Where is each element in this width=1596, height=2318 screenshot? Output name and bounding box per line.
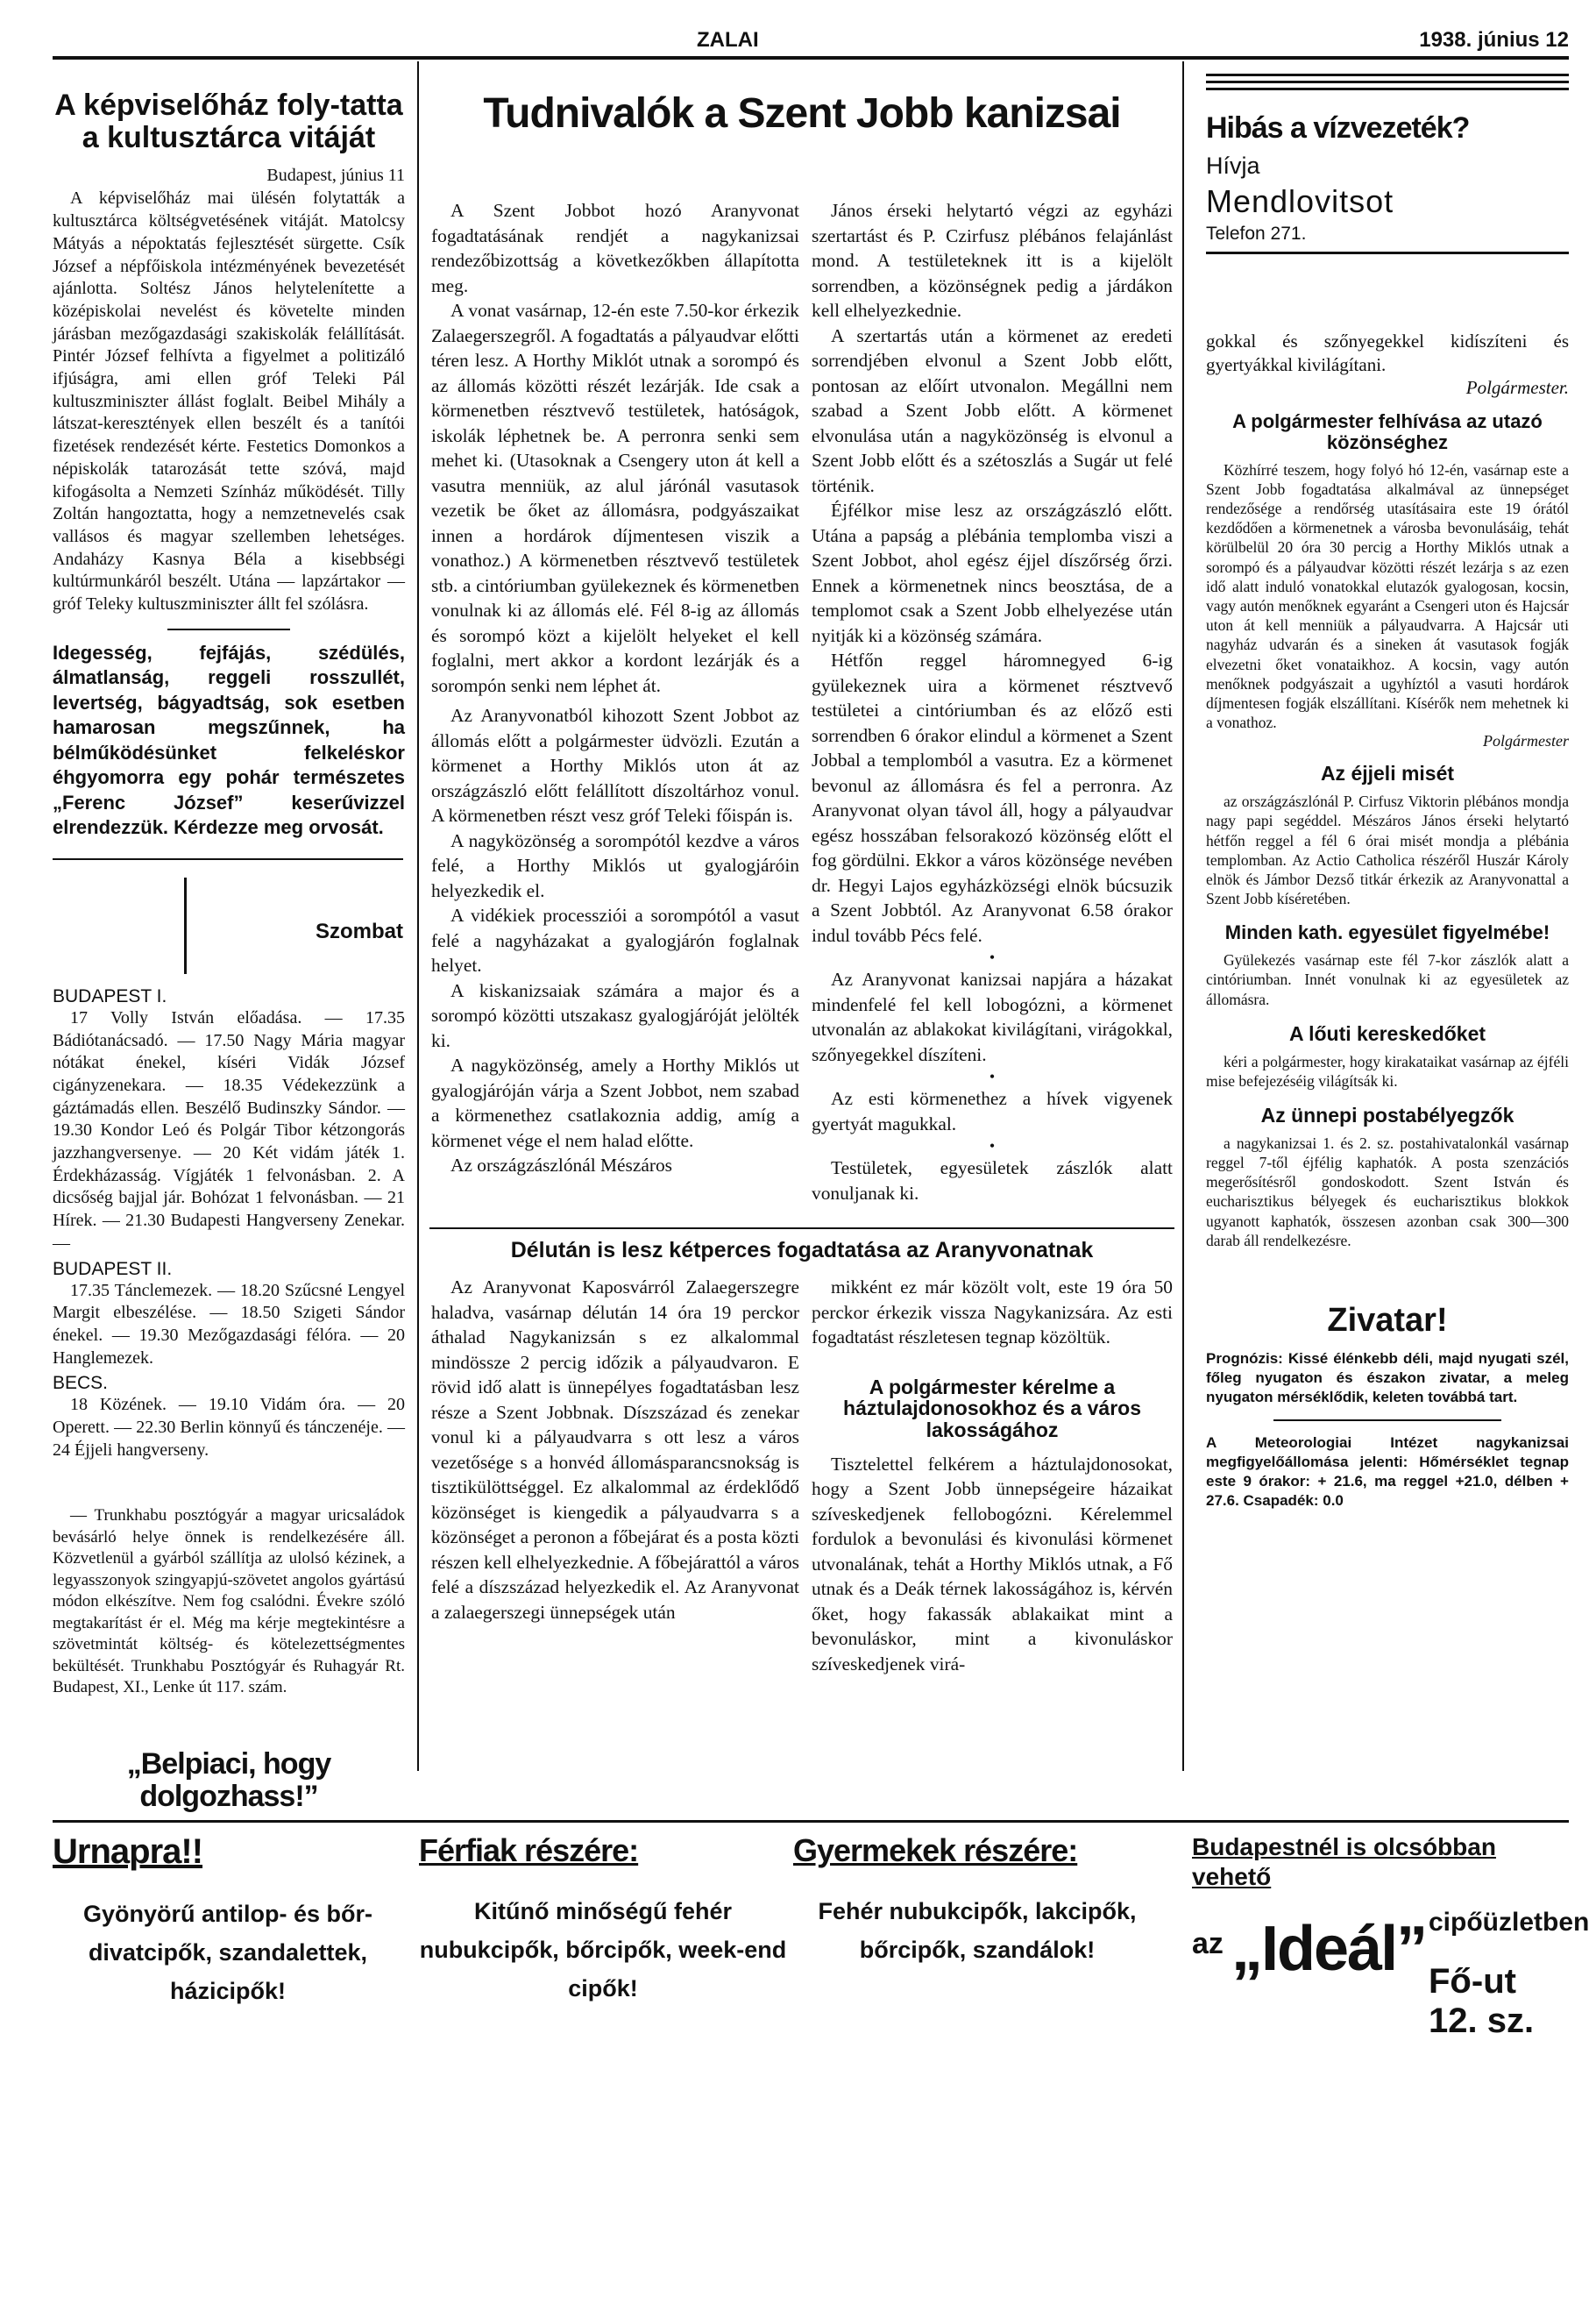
sub-a-paragraph: Az Aranyvonat Kaposvárról Zalaegerszegre haladva, vasárnap délután 14 óra 19 perckor áthalad Nagykanizsán s ez alkalommal mindössze 2 percig időzik a pályaudvaron. E rövid idő alatt is ünnepélyes fogadtatásban lesz része a Szent Jobbnak. Díszszázad és zenekar vonul ki a pályaudvarra s ott lesz a város vezetősége s a honvéd állomásparancsnokság is tisztikülöttséggel. Ez alkalommal az érdeklődő közönséget is kiengedik a pályaudvarra s a közönséget a peronon a főbejárat és a posta közti részen kell elhelyezkednie. A főbejárattól a város felé a díszszázad helyezkedik el. Az Aranyvonat a zalaegerszegi ünnepségek után	[431, 1276, 799, 1623]
radio-b2-title: BUDAPEST II.	[53, 1258, 173, 1279]
main-a-p2: A vonat vasárnap, 12-én este 7.50-kor érkezik Zalaegerszegről. A fogadtatás a pályaudvar előtti téren lesz. A Horthy Miklót utnak a sorompó és az állomás közötti részét lezárják. Ide csak a körmenetben résztvevő testületek, hatóságok, iskolák léphetnek be. A perronra senki sem mehet ki. (Utasoknak a Csengery uton át kell a vasutra menniük, az alul járónál vasutasok vezetik be őket az állomásra, podgyászaikat innen a hordárok díjmentesen viszik a vonathoz.) A körmenetben résztvevő testületek stb. a cintóriumban gyülekeznek és körmenetben vonulnak ki az állomás elé. Fél 8-ig az állomás és sorompó közt a kijelölt helyeket el kell foglalni, mert akkor a kordont lezárják és a sorompón senki nem léphet át.	[431, 300, 799, 696]
divider	[53, 858, 403, 860]
shop-title: A lőuti kereskedőket	[1288, 1021, 1486, 1045]
main-a-p5: A vidékiek processziói a sorompótól a vasut felé a nagyházakat a gyalogjárón foglalnak helyet.	[431, 905, 799, 976]
travel-title: A polgármester felhívása az utazó közönséghez	[1232, 410, 1543, 453]
water-phone: Telefon 271.	[1206, 224, 1307, 244]
main-b-p5: Az Aranyvonat kanizsai napjára a házakat mindenfelé fel kell lobogózni, a körmenet utvonalán az ablakokat kivilágítani, virágokkal, szőnyegekkel díszíteni.	[812, 969, 1173, 1065]
flag-text	[1206, 330, 1569, 377]
stamp-text	[1206, 1134, 1569, 1250]
trunk-ad	[53, 1505, 405, 1699]
cath-text	[1206, 950, 1569, 1009]
radio-b3-text	[53, 1394, 405, 1461]
column-divider-2	[1182, 61, 1184, 1771]
radio-bar	[184, 878, 187, 974]
health-ad: Idegesség, fejfájás, szédülés, álmatlanság, reggeli rosszullét, levertség, bágyadtság, sok esetben hamarosan megszűnnek, ha bélműködésünket felkeléskor éhgyomorra egy pohár természetes „Ferenc József” keserűvizzel elrendezzük. Kérdezze meg orvosát.	[53, 641, 405, 839]
main-a-p7: A nagyközönség, amely a Horthy Miklós ut gyalogjáróján várja a Szent Jobbot, nem szabad a körmenethez csatlakoznia addig, amíg a körmenet vége el nem halad előtte.	[431, 1055, 799, 1151]
main-b-p1: János érseki helytartó végzi az egyházi szertartást és P. Czirfusz plébános felajánlást mond. A testületeknek itt is a kijelölt sorrendben, a közönségnek pedig a járdákon kell elhelyezkednie.	[812, 200, 1173, 321]
footer-ad-3	[793, 1832, 1161, 1969]
cath-paragraph: Gyülekezés vasárnap este fél 7-kor zászlók alatt a cintóriumban. Innét vonulnak ki az egyesületek az állomásra.	[1206, 951, 1569, 1008]
issue-date: 1938. június 12	[1419, 28, 1569, 52]
main-b-p6: Az esti körmenethez a hívek vigyenek gyertyát magukkal.	[812, 1088, 1173, 1134]
water-name: Mendlovitsot	[1206, 183, 1394, 219]
ad4-box	[1192, 1892, 1590, 2058]
cath-title: Minden kath. egyesület figyelmébe!	[1224, 921, 1550, 944]
main-b-p7: Testületek, egyesületek zászlók alatt vonuljanak ki.	[812, 1157, 1173, 1204]
column-divider-1	[417, 61, 419, 1771]
flag-paragraph: gokkal és szőnyegekkel kidíszíteni és gyertyákkal kivilágítani.	[1206, 331, 1569, 375]
water-rule	[1206, 81, 1569, 83]
main-a-p6: A kiskanizsaiak számára a major és a sorompó közötti utszakasz gyalogjáróját jelölték ki.	[431, 979, 799, 1051]
storm-title: Zivatar!	[1327, 1302, 1448, 1340]
ad4-shop: cipőüzletben	[1429, 1908, 1590, 1937]
bullet: •	[989, 1137, 996, 1155]
footer-ad-2	[419, 1832, 787, 2008]
column-left	[53, 67, 405, 1812]
sub-rule	[429, 1227, 1174, 1229]
mayor-paragraph: Tisztelettel felkérem a háztulajdonosokat, hogy a Szent Jobb ünnepségeire házaikat szíveskedjenek fellobogózni. Kérelemmel fordulok a bevonulási és kivonulási körmenet utvonalának, tehát a Horthy Miklós utnak, a Fő utnak és a Deák térnek lakosságához is, kérvén őket, hogy fakassák ablakaikat mint a bevonuláskor, mint a kivonuláskor szíveskedjenek virá-	[812, 1453, 1173, 1675]
sub-title: Délután is lesz kétperces fogadtatása az Aranyvonatnak	[510, 1238, 1094, 1262]
shop-text	[1206, 1052, 1569, 1091]
travel-text	[1206, 460, 1569, 733]
met-text: A Meteorologiai Intézet nagykanizsai megfigyelőállomása jelenti: Hőmérséklet tegnap este 9 órakor: + 21.6, ma reggel +21.0, délben + 27.6. Csapadék: 0.0	[1206, 1434, 1569, 1510]
ad4-name: „Ideál”	[1231, 1914, 1427, 1984]
ad3-head: Gyermekek részére:	[793, 1832, 1078, 1868]
travel-sign: Polgármester	[1483, 732, 1569, 750]
radio-b1-text	[53, 1007, 405, 1255]
ad3-body: Fehér nubukcipők, lakcipők, bőrcipők, szandálok!	[818, 1898, 1137, 1963]
footer-ad-4	[1192, 1832, 1590, 2058]
main-a-p3: Az Aranyvonatból kihozott Szent Jobbot az állomás előtt a polgármester üdvözli. Ezután a körmenet a Horthy Miklós uton át az országzászló előtt felállított díszoltárhoz vonul. A körmenetben részt vesz gróf Teleki főispán is.	[431, 705, 799, 826]
bullet: •	[989, 1068, 996, 1085]
flag-sign: Polgármester.	[1465, 377, 1569, 398]
sub-b-paragraph: mikként ez már közölt volt, este 19 óra 50 perckor érkezik vissza Nagykanizsára. Az esti fogadtatást részletesen tegnap közöltük.	[812, 1276, 1173, 1347]
water-call: Hívja	[1206, 153, 1260, 179]
stamp-title: Az ünnepi postabélyegzők	[1260, 1103, 1514, 1127]
ad2-head: Férfiak részére:	[419, 1832, 639, 1868]
main-a-p8: Az országzászlónál Mészáros	[450, 1155, 673, 1176]
mass-text	[1206, 792, 1569, 908]
divider	[167, 629, 290, 630]
main-col-a	[431, 198, 799, 1178]
ad2-body: Kitűnő minőségű fehér nubukcipők, bőrcipők, week-end cipők!	[419, 1898, 787, 2002]
radio-b1-title: BUDAPEST I.	[53, 985, 167, 1006]
main-col-b	[812, 198, 1173, 1205]
water-ad	[1206, 74, 1569, 254]
ad4-addr: Fő-ut 12. sz.	[1429, 1962, 1535, 2040]
radio-b2-paragraph: 17.35 Tánclemezek. — 18.20 Szűcsné Lengyel Margit elbeszélése. — 18.50 Szigeti Sándor énekel. — 19.30 Mezőgazdasági félóra. — 20 Hanglemezek.	[53, 1280, 405, 1368]
ad1-head: Urnapra!!	[53, 1832, 203, 1871]
ad4-line1: Budapestnél is olcsóbban vehető	[1192, 1833, 1496, 1890]
art1-title: A képviselőház foly-tatta a kultusztárca vitáját	[54, 89, 403, 154]
ad1-body: Gyönyörű antilop- és bőr-divatcipők, szandalettek, házicipők!	[82, 1901, 372, 2004]
right-column	[1206, 330, 1569, 1511]
header-rule	[53, 56, 1569, 60]
radio-b1-paragraph: 17 Volly István előadása. — 17.35 Bádiótanácsadó. — 17.50 Nagy Mária magyar nótákat énekel, kíséri Vidák József cigányzenekara. — 18.35 Védekezzünk a gáztámadás ellen. Beszélő Budinszky Sándor. — 19.30 Kondor Leó és Polgár Tibor kétzongorás jazzhangversenye. — 20 Két vidám játék 1. Érdekházasság. Vígjáték 1 felvonásban. 2. A dicsőség bajjal jár. Bohózat 1 felvonásban. — 21 Hírek. — 21.30 Budapesti Hangverseny Zenekar. —	[53, 1007, 405, 1253]
paper-name: ZALAI	[697, 28, 759, 52]
sub-col-a	[431, 1275, 799, 1625]
water-title: Hibás a vízvezeték?	[1206, 111, 1470, 145]
trunk-paragraph: — Trunkhabu posztógyár a magyar uricsaládok bevásárló helye önnek is rendelkezésére áll. Közvetlenül a gyárból szállítja az ulolsó kézinek, a legyasszonyok szingyapjú-szövetet angolos gyártású módon elkészítve. Nem fog csalódni. Évekre szóló megtakarítást ér el. Még ma kérje megtekintésre a szövetmintát költség- és kötelezettségmentes bekültését. Trunkhabu Posztógyár és Ruhagyár Rt. Budapest, XI., Lenke út 117. szám.	[53, 1506, 405, 1697]
radio-b2-text	[53, 1280, 405, 1370]
mass-title: Az éjjeli misét	[1320, 762, 1455, 786]
radio-b3-title: BECS.	[53, 1373, 109, 1394]
travel-paragraph: Közhírré teszem, hogy folyó hó 12-én, vasárnap este a Szent Jobb fogadtatása alkalmával az ünnepséget rendezősége a rendőrség utasításaira este 19 órától kezdődően a körmenetnek a városba bevonulásáig, tehát körülbelül 20 óra 30 percig a Horthy Miklós utnak a sorompó és a pályaudvar közötti részét lezárja s az ezen idő alatt induló vonatokkal elutazók gyalogosan, kocsin, vagy autón menőknek egyaránt a Csengeri uton és Hajcsár uton át kell menniük a pályaudvarra. A Hajcsár uti nagyház udvarán és a sineken át vasutasok fogják elvezetni őket vonataikhoz. A kocsin, vagy autón menőknek podgyászait a ugyhíztól a vasuti hordárok díjmentesen fogják elszállítani. Kísérők nem mehetnek ki a vonathoz.	[1206, 460, 1569, 732]
art1-text	[53, 188, 405, 615]
bullet: •	[989, 949, 996, 966]
main-a-p4: A nagyközönség a sorompótól kezdve a város felé, a Horthy Miklós ut gyalogjáróin helyezkedik el.	[431, 829, 799, 901]
main-b-p2: A szertartás után a körmenet az eredeti sorrendjében elvonul a Szent Jobb előtt, pontosan az előírt utvonalon. Megállni nem szabad a Szent Jobb előtt. A körmenet elvonulása után a nagyközönség is elvonul a Szent Jobb előtt és a szétoszlás a Sugár ut felé történik.	[812, 324, 1173, 496]
main-a-p1: A Szent Jobbot hozó Aranyvonat fogadtatásának rendjét a nagykanizsai rendezőbizottság a következőkben állapította meg.	[431, 200, 799, 296]
footer-rule	[53, 1820, 1569, 1823]
slogan: „Belpiaci, hogy dolgozhass!”	[126, 1746, 331, 1813]
storm-rule	[1273, 1419, 1501, 1421]
art1-dateline: Budapest, június 11	[266, 166, 405, 186]
water-rule	[1206, 88, 1569, 90]
ad4-az: az	[1192, 1927, 1224, 1960]
main-b-p4: Hétfőn reggel háromnegyed 6-ig gyülekeznek uira a körmenet résztvevő testületei a cintóriumban és az előző esti sorrendben 6 órakor elindul a körmenet a Szent Jobbal a templomból a vasutra. Ez a körmenet bevonul az állomásra és fel a perronra. Az Aranyvonat olyan távol áll, hogy a pályaudvar egész hosszában felsorakozó közönség előtt el fog gördülni. Ekkor a város közönsége nevében dr. Hegyi Lajos egyházközségi elnök búcsuzik a Szent Jobbtól. Az Aranyvonat 6.58 órakor indul tovább Pécs felé.	[812, 650, 1173, 946]
storm-text: Prognózis: Kissé élénkebb déli, majd nyugati szél, főleg nyugaton és északon zivatar, a meleg nyugaton mérséklődik, keleten továbbá tart.	[1206, 1350, 1569, 1406]
main-title: Tudnivalók a Szent Jobb kanizsai	[483, 90, 1121, 137]
water-rule	[1206, 74, 1569, 76]
footer-ad-1	[53, 1832, 403, 2010]
stamp-paragraph: a nagykanizsai 1. és 2. sz. postahivatalonkál vasárnap reggel 7-től éjfélig kaphatók. A posta szenzációs megerősítésről gondoskodott. Szent István és eucharisztikus bélyegek és eucharisztikus blokkok ugyanott kaphatók, összesen azonban csak 300—300 darab áll rendelkezésre.	[1206, 1134, 1569, 1249]
art1-paragraph: A képviselőház mai ülésén folytatták a kultusztárca költségvetésének vitáját. Matolcsy Mátyás a népoktatás fejlesztését sürgette. Csík József a népfőiskola intézményének bevezetését ajánlotta. Soltész János helytelenítette a középiskolai nevelést és követelte minden járásban mezőgazdasági szakiskolák felállítását. Pintér József felhívta a figyelmet a politizáló ifjúságra, ami ellen gróf Teleki Pál kultuszminiszter állást foglalt. Beibel Mihály a látszat-keresztények ellen beszélt és a tanítói fizetések rendezését kérte. Festetics Domonkos a népiskolák tatarozását tette szóvá, majd kifogásolta a Nemzeti Színház működését. Tilly Zoltán hangoztatta, hogy a nemzetnevelés csak vallásos és magyar szellemben lehetséges. Andaházy Kasnya Béla a kisebbségi kultúrmunkáról beszélt. Utána — lapzártakor — gróf Teleky kultuszminiszter állt fel szólásra.	[53, 188, 405, 615]
main-b-p3: Éjfélkor mise lesz az országzászló előtt. Utána a papság a plébánia templomba viszi a Szent Jobbot, ahol egész éjjel díszőrség őrzi. Ennek a körmenetnek nincs beosztása, de a templomot csak a Szent Jobb elhelyezése után nyitják ki a közönség számára.	[812, 500, 1173, 646]
sub-col-b	[812, 1275, 1173, 1676]
mayor-title: A polgármester kérelme a háztulajdonosokhoz és a város lakosságához	[843, 1375, 1141, 1442]
radio-day-box	[53, 869, 405, 974]
shop-paragraph: kéri a polgármester, hogy kirakataikat vasárnap az éjféli mise befejezéséig világítsák ki.	[1206, 1052, 1569, 1090]
radio-day: Szombat	[316, 919, 404, 943]
mass-paragraph: az országzászlónál P. Cirfusz Viktorin plébános mondja nagy papi segéddel. Mészáros János érseki helytartó hétfőn reggel a fél 6 órai misét mondja a plébánia templomban. Az Actio Catholica részéről Huszár Károly elnök és Jámbor Dezső titkár érkezik az Aranyvonattal a Szent Jobb kíséretében.	[1206, 793, 1569, 908]
radio-b3-paragraph: 18 Közének. — 19.10 Vidám óra. — 20 Operett. — 22.30 Berlin könnyű és tánczenéje. — 24 Éjjeli hangverseny.	[53, 1395, 405, 1460]
water-rule	[1206, 252, 1569, 254]
